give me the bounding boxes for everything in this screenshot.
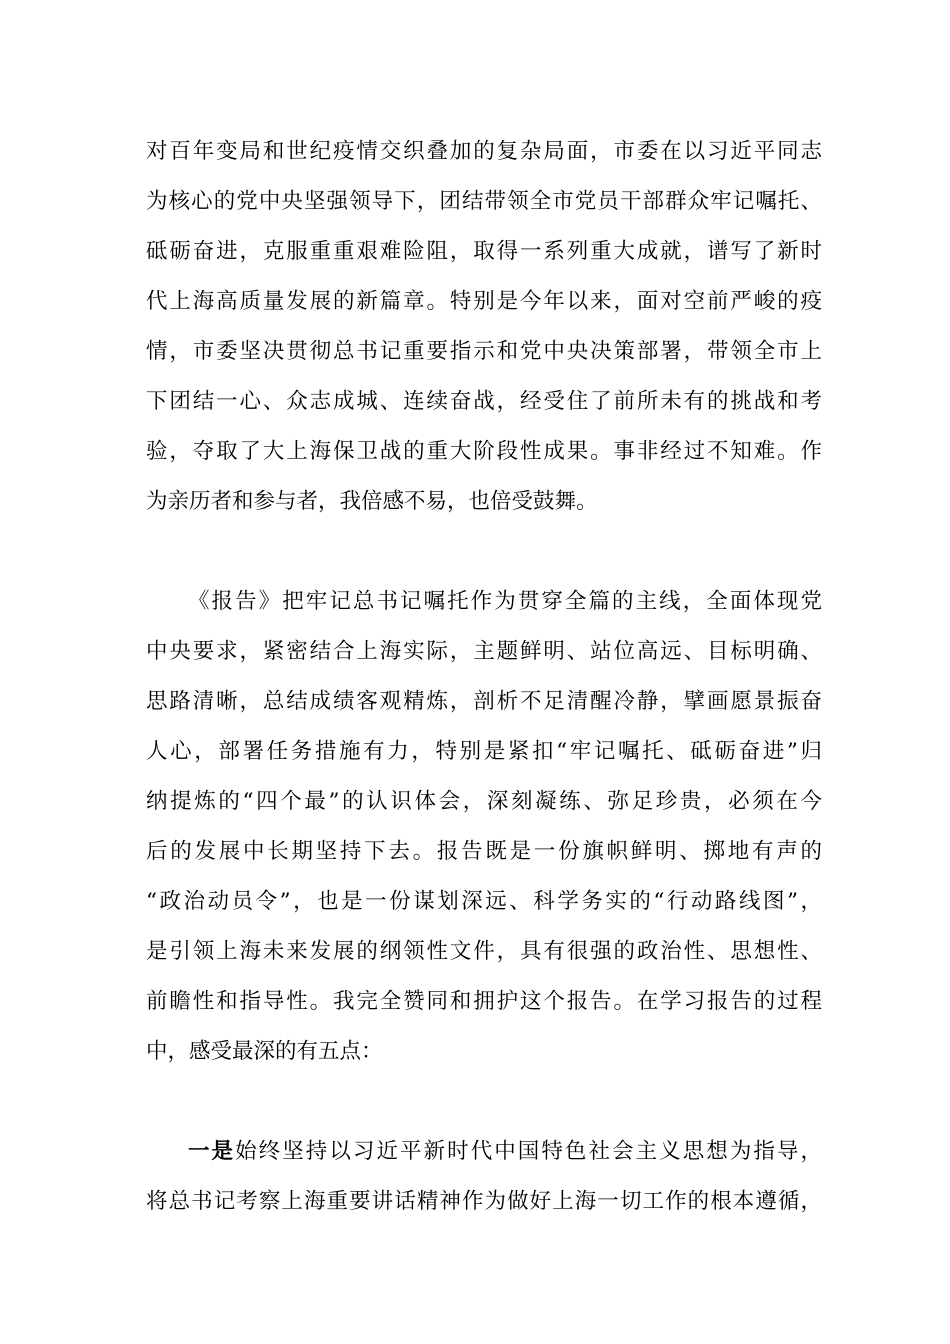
text-line: 验，夺取了大上海保卫战的重大阶段性成果。事非经过不知难。作 bbox=[146, 439, 822, 464]
text-line: 砥砺奋进，克服重重艰难险阻，取得一系列重大成就，谱写了新时 bbox=[146, 239, 822, 264]
text-line: 人心，部署任务措施有力，特别是紧扣“牢记嘱托、砥砺奋进”归 bbox=[146, 739, 822, 764]
paragraph-lead: 一是 bbox=[188, 1139, 236, 1164]
text-run: 始终坚持以习近平新时代中国特色社会主义思想为指导， bbox=[235, 1139, 822, 1164]
text-line: 对百年变局和世纪疫情交织叠加的复杂局面，市委在以习近平同志 bbox=[146, 139, 822, 164]
text-line: 中，感受最深的有五点： bbox=[146, 1039, 383, 1064]
text-line: 为亲历者和参与者，我倍感不易，也倍受鼓舞。 bbox=[146, 489, 598, 514]
text-line: 前瞻性和指导性。我完全赞同和拥护这个报告。在学习报告的过程 bbox=[146, 989, 822, 1014]
text-line: 为核心的党中央坚强领导下，团结带领全市党员干部群众牢记嘱托、 bbox=[146, 189, 822, 214]
text-line: 中央要求，紧密结合上海实际，主题鲜明、站位高远、目标明确、 bbox=[146, 639, 822, 664]
text-line: 《报告》把牢记总书记嘱托作为贯穿全篇的主线，全面体现党 bbox=[188, 589, 822, 614]
text-line: 情，市委坚决贯彻总书记重要指示和党中央决策部署，带领全市上 bbox=[146, 339, 822, 364]
text-line: 将总书记考察上海重要讲话精神作为做好上海一切工作的根本遵循， bbox=[146, 1189, 822, 1214]
text-line: 下团结一心、众志成城、连续奋战，经受住了前所未有的挑战和考 bbox=[146, 389, 822, 414]
text-line: “政治动员令”，也是一份谋划深远、科学务实的“行动路线图”， bbox=[146, 889, 822, 914]
text-line: 后的发展中长期坚持下去。报告既是一份旗帜鲜明、掷地有声的 bbox=[146, 839, 822, 864]
text-line: 是引领上海未来发展的纲领性文件，具有很强的政治性、思想性、 bbox=[146, 939, 822, 964]
text-line: 纳提炼的“四个最”的认识体会，深刻凝练、弥足珍贵，必须在今 bbox=[146, 789, 822, 814]
text-line: 代上海高质量发展的新篇章。特别是今年以来，面对空前严峻的疫 bbox=[146, 289, 822, 314]
text-line bbox=[188, 1137, 822, 1167]
text-line: 思路清晰，总结成绩客观精炼，剖析不足清醒冷静，擘画愿景振奋 bbox=[146, 689, 822, 714]
